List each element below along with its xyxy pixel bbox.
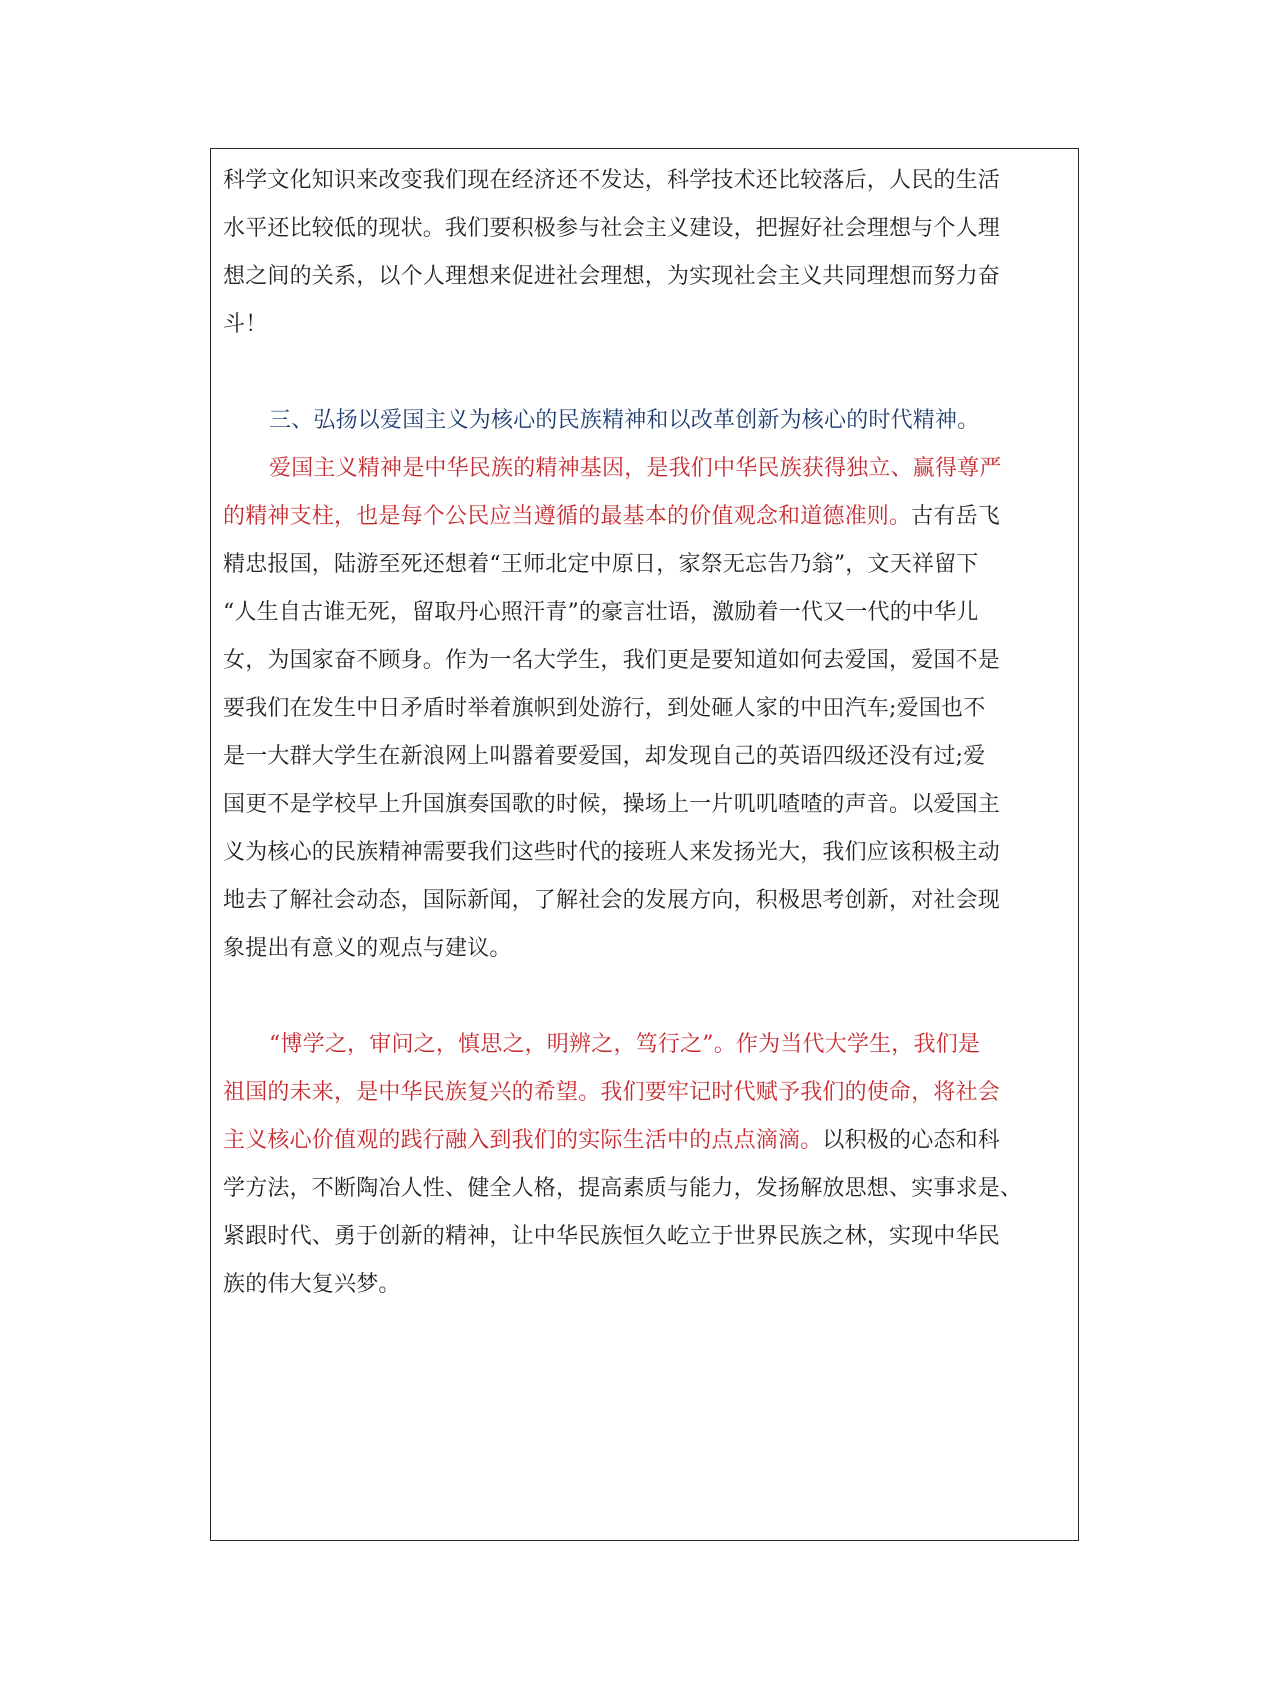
text-line-mixed [223,1117,1069,1165]
text-line: 女，为国家奋不顾身。作为一名大学生，我们更是要知道如何去爱国，爱国不是 [223,648,1001,673]
text-line: 地去了解社会动态，国际新闻，了解社会的发展方向，积极思考创新，对社会现 [223,888,1001,913]
text-black-span: 古有岳飞 [911,504,1001,529]
text-line: 要我们在发生中日矛盾时举着旗帜到处游行，到处砸人家的中田汽车;爱国也不 [223,696,986,721]
text-red-span: 主义核心价值观的践行融入到我们的实际生活中的点点滴滴。 [223,1128,823,1153]
patriotism-paragraph [223,445,1069,973]
closing-paragraph [223,1021,1069,1309]
text-line: “人生自古谁无死，留取丹心照汗青”的豪言壮语，激励着一代又一代的中华儿 [223,600,979,625]
text-line: 水平还比较低的现状。我们要积极参与社会主义建设，把握好社会理想与个人理 [223,216,1001,241]
text-line-red: 祖国的未来，是中华民族复兴的希望。我们要牢记时代赋予我们的使命，将社会 [223,1080,1001,1105]
text-red-span: 的精神支柱，也是每个公民应当遵循的最基本的价值观念和道德准则。 [223,504,912,529]
document-content [223,157,1069,1309]
text-line: 象提出有意义的观点与建议。 [223,936,512,961]
paragraph-spacer [223,349,1069,397]
paragraph-spacer [223,973,1069,1021]
text-line-red: “博学之，审问之，慎思之，明辨之，笃行之”。作为当代大学生，我们是 [269,1032,981,1057]
text-line-red: 爱国主义精神是中华民族的精神基因，是我们中华民族获得独立、赢得尊严 [269,456,1002,481]
text-line-mixed [223,493,1069,541]
text-line: 科学文化知识来改变我们现在经济还不发达，科学技术还比较落后，人民的生活 [223,168,1001,193]
text-line: 义为核心的民族精神需要我们这些时代的接班人来发扬光大，我们应该积极主动 [223,840,1001,865]
text-black-span: 以积极的心态和科 [822,1128,1001,1153]
top-paragraph [223,157,1069,349]
text-line: 是一大群大学生在新浪网上叫嚣着要爱国，却发现自己的英语四级还没有过;爱 [223,744,986,769]
text-line: 族的伟大复兴梦。 [223,1272,401,1297]
text-line: 学方法，不断陶冶人性、健全人格，提高素质与能力，发扬解放思想、实事求是、 [223,1176,1023,1201]
section-heading: 三、弘扬以爱国主义为核心的民族精神和以改革创新为核心的时代精神。 [269,408,980,433]
text-line: 国更不是学校早上升国旗奏国歌的时候，操场上一片叽叽喳喳的声音。以爱国主 [223,792,1001,817]
text-line: 紧跟时代、勇于创新的精神，让中华民族恒久屹立于世界民族之林，实现中华民 [223,1224,1001,1249]
text-line: 斗！ [223,312,268,337]
text-line: 精忠报国，陆游至死还想着“王师北定中原日，家祭无忘告乃翁”，文天祥留下 [223,552,979,577]
text-line: 想之间的关系，以个人理想来促进社会理想，为实现社会主义共同理想而努力奋 [223,264,1001,289]
document-frame [210,148,1079,1541]
